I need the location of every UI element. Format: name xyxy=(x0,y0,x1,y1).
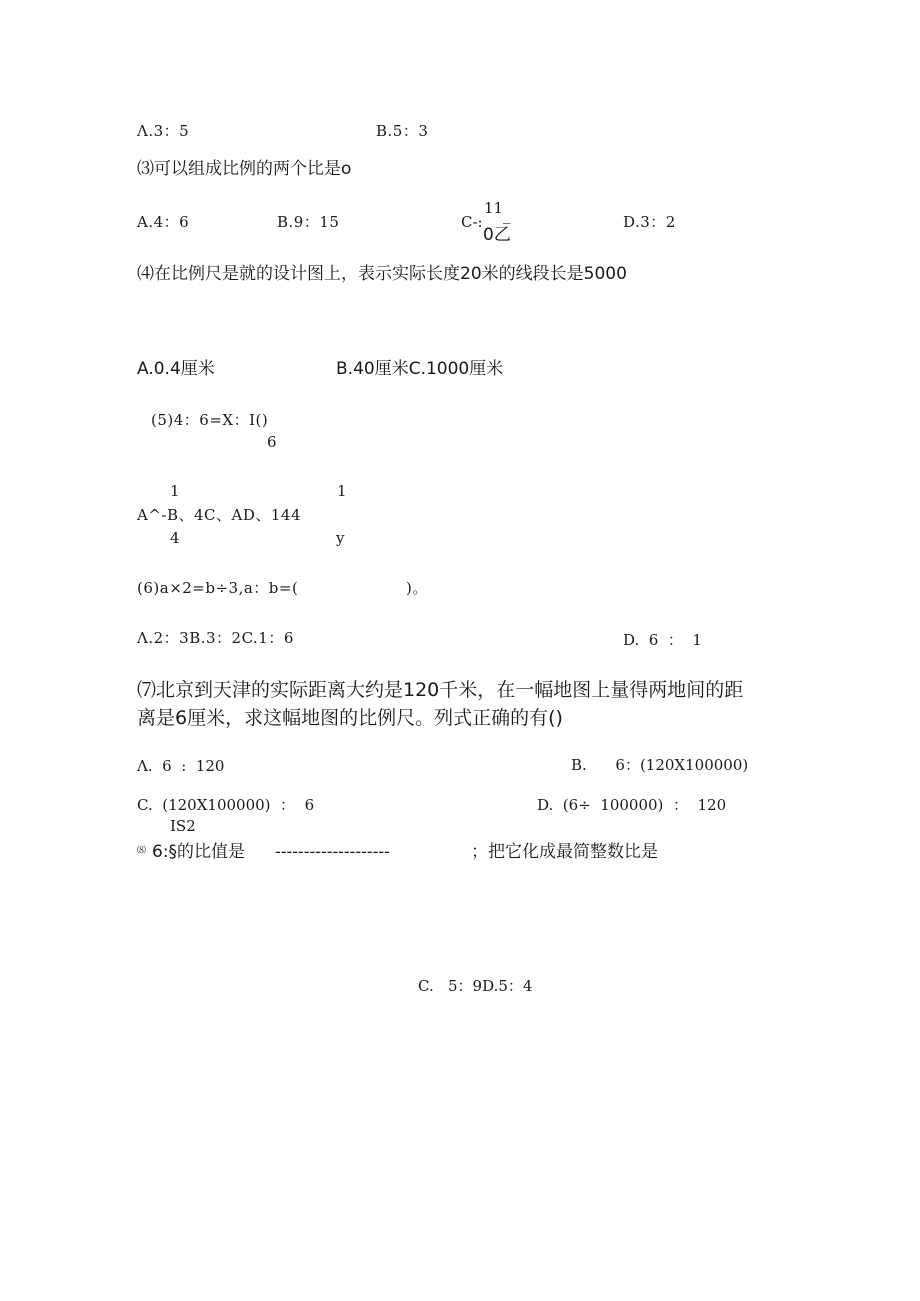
q4-option-bc: B.40厘米C.1000厘米 xyxy=(336,359,504,379)
q3-option-c-denominator: 0乙 xyxy=(483,225,511,245)
q3-stem: ⑶可以组成比例的两个比是o xyxy=(137,159,352,179)
q8-stem-start: 6:§的比值是 xyxy=(152,842,246,862)
q5-stem-subscript: 6 xyxy=(267,433,277,451)
q8-answer-blank: -------------------- xyxy=(275,842,390,862)
q3-option-a: A.4：6 xyxy=(137,213,190,231)
q7-stem-line-1: ⑺北京到天津的实际距离大约是120千米，在一幅地图上量得两地间的距 xyxy=(137,679,744,701)
q3-option-c-dash: _ xyxy=(503,206,511,224)
q3-option-d: D.3：2 xyxy=(623,213,676,231)
q5-stem: (5)4：6=X：I() xyxy=(151,411,269,429)
q7-option-d: D. (6÷ 100000) ： 120 xyxy=(537,796,727,814)
q7-option-c: C. (120X100000) ： 6 xyxy=(137,796,315,814)
q4-option-a: A.0.4厘米 xyxy=(137,359,215,379)
q6-stem-close: )。 xyxy=(406,579,428,597)
q3-option-b: B.9：15 xyxy=(277,213,340,231)
q7-option-a: Λ. 6 : 120 xyxy=(137,757,225,775)
q2-option-b: B.5：3 xyxy=(376,122,429,140)
q3-option-c-prefix: C-: xyxy=(461,213,483,231)
q5-options: A^-B、4C、AD、144 xyxy=(137,506,302,524)
q8-marker: ⑻ xyxy=(137,846,147,856)
q5-option-top-1: 1 xyxy=(170,482,180,500)
q5-option-bottom-2: y xyxy=(336,529,345,547)
q8-stem-end: ；把它化成最简整数比是 xyxy=(471,842,658,862)
q7-stem-line-2: 离是6厘米，求这幅地图的比例尺。列式正确的有() xyxy=(137,707,563,729)
q8-options-cd: C. 5：9D.5：4 xyxy=(418,977,533,995)
q8-superscript: IS2 xyxy=(170,817,196,835)
q6-option-d: D. 6 ： 1 xyxy=(623,631,702,649)
q4-stem: ⑷在比例尺是就的设计图上，表示实际长度20米的线段长是5000 xyxy=(137,264,627,284)
q5-option-top-2: 1 xyxy=(337,482,347,500)
q7-option-b: B. 6：(120X100000) xyxy=(571,756,749,774)
q5-option-bottom-1: 4 xyxy=(170,529,180,547)
q6-options-abc: Λ.2：3B.3：2C.1：6 xyxy=(137,629,294,647)
q6-stem: (6)a×2=b÷3,a：b=( xyxy=(137,579,299,597)
q3-option-c-numerator: 11 xyxy=(484,199,504,217)
q2-option-a: Λ.3：5 xyxy=(137,122,190,140)
